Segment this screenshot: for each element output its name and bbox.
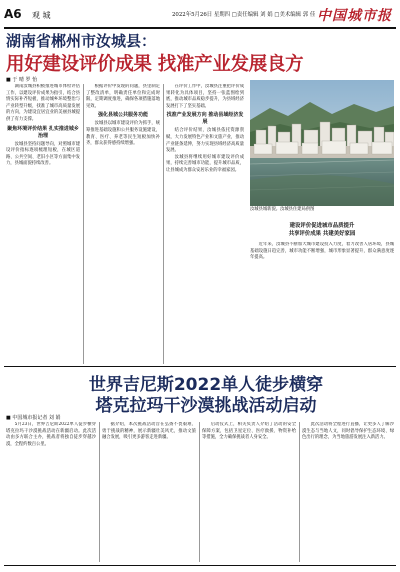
lead-col2-text: 根据评价中发现的问题，县里制定了整改清单，明确责任单位和完成时限，定期调度推进，确保各项措施落地见效。: [86, 84, 160, 109]
lead-kicker: 湖南省郴州市汝城县：: [6, 32, 157, 50]
newspaper-logo: 中国城市报: [317, 8, 392, 24]
footer-rule: [4, 565, 396, 566]
lead-column-3: [166, 84, 244, 364]
side-text: 近年来，汝城县不断加大城市建设投入力度，着力改善人居环境，县城基础设施日趋完善，城市功能不断增强，城市形象显著提升，群众满意度逐年提高。: [250, 242, 394, 261]
lead-byline: ■ 于 晴 罗 怡: [6, 77, 38, 83]
lead-col3-text2: 结合评价结果，汝城县依托资源禀赋，大力发展特色产业和文旅产业，推动产业链条延伸，努力实现县域经济高质量发展。: [166, 128, 244, 154]
second-byline: ■ 中国城市报记者 刘 娟: [6, 415, 61, 421]
lead-col1-text2: 汝城县坚持问题导向，对照城市建设评价指标逐项梳理短板，在城区道路、公共空间、老旧小区等方面集中发力，县城面貌持续改善。: [6, 141, 80, 167]
lead-col2-text2: 汝城县以城市建设评价为抓手，统筹推进基础设施和公共服务设施建设，教育、医疗、养老等民生短板加快补齐，群众获得感持续增强。: [86, 121, 160, 147]
county-town-photo: [250, 80, 394, 206]
second-col3-text: 启动仪式上，相关负责人介绍了活动的安全保障方案，包括卫星定位、医疗救援、物资补给等措施，全力确保挑战者人身安全。: [202, 422, 296, 441]
section-name: 观 城: [32, 11, 51, 20]
dateline: 2022年5月26日 星期四 □责任编辑 刘 娟 □美术编辑 郭 佳: [172, 12, 316, 18]
second-headline-line1: 世界吉尼斯2022单人徒步横穿: [88, 375, 324, 395]
column-divider: [99, 422, 100, 562]
lead-col1-text: 湖南汝城县积极推进城市体检评估工作，以建设评价成果为指引，结合县情实际补齐短板，推动城乡环境整治与产业转型升级，找准了城市高质量发展的方向，为建设宜居宜业的美丽县城提供了有力支撑。: [6, 84, 80, 122]
column-divider: [83, 84, 84, 364]
second-col1-text: 5月23日，世界吉尼斯2022单人徒步横穿塔克拉玛干沙漠挑战活动在新疆启动。此次活动由多方联合主办，挑战者将独自徒步穿越沙漠，全程约数百公里。: [6, 422, 96, 447]
page-header: [4, 4, 396, 28]
lead-subhead-2: 强化县城公共服务功能: [97, 112, 148, 119]
lead-subhead-3: 找准产业发展方向 推动县域经济发展: [166, 112, 244, 126]
page-number: A6: [4, 7, 22, 21]
side-subhead-line2: 共享评价成果 共建美好家园: [288, 230, 356, 237]
column-divider: [299, 422, 300, 562]
lead-headline: 用好建设评价成果 找准产业发展良方: [6, 54, 304, 75]
second-column-2: [102, 422, 196, 562]
photo-illustration: [250, 80, 394, 206]
story-separator: [4, 366, 396, 367]
second-column-4: [302, 422, 394, 562]
second-headline-line2: 塔克拉玛干沙漠挑战活动启动: [95, 396, 317, 416]
second-column-3: [202, 422, 296, 562]
second-column-1: [6, 422, 96, 562]
column-divider: [199, 422, 200, 562]
lead-column-2: [86, 84, 160, 364]
header-rule: [4, 27, 396, 29]
second-col2-text: 据介绍，本次挑战活动旨在弘扬不畏艰难、勇于挑战的精神，展示新疆壮美风光，推动文旅融合发展，吸引更多游客走进新疆。: [102, 422, 196, 441]
lead-col4-text: 汝城县将继续用好城市建设评价成果，持续完善城市功能，提升城市品质，让县城成为群众安居乐业的幸福家园。: [166, 154, 244, 173]
lead-col3-text: 在评价工作中，汝城县注重把评价成果转化为具体项目，坚持一张蓝图绘到底，推动城市品质稳步提升，为县域经济发展打下了坚实基础。: [166, 84, 244, 109]
column-divider: [163, 84, 164, 364]
lead-subhead-1: 聚焦环境评价结果 扎实推进城乡治理: [7, 125, 79, 139]
lead-column-1: [6, 84, 80, 364]
side-subhead-line1: 建设评价促进城市品质提升: [289, 223, 355, 229]
side-subhead: [248, 223, 396, 238]
side-column: [250, 242, 394, 364]
second-col4-text: 此次活动将全程进行直播，让更多人了解沙漠生态与当地人文，同时倡导保护生态环境、绿色出行的理念，为当地旅游发展注入新活力。: [302, 422, 394, 441]
photo-caption: 汝城县城新貌。汝城县住建局供图: [250, 207, 315, 212]
